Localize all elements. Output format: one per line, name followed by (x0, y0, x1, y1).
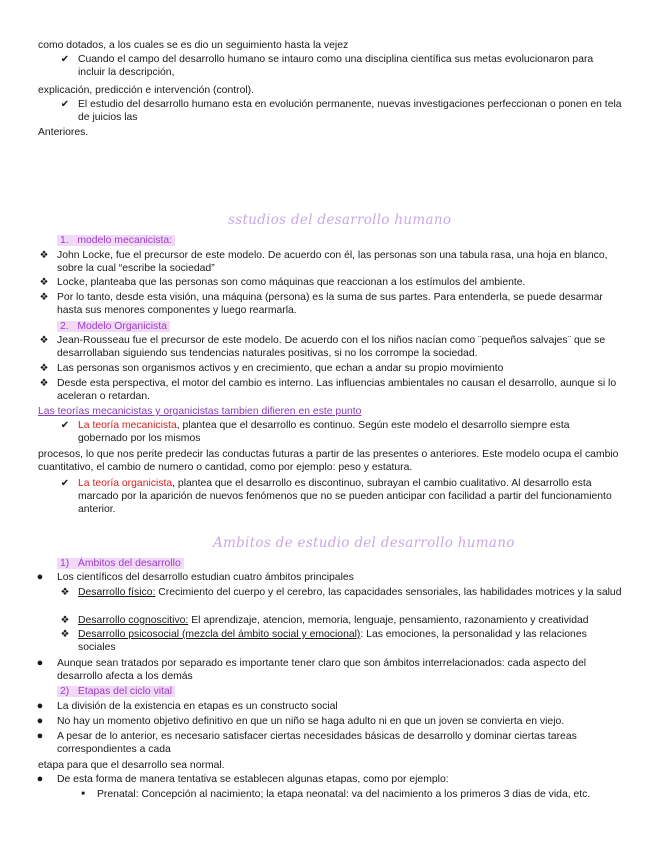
heading-text: studios del desarrollo humano (235, 212, 452, 228)
bullet-icon: ● (36, 773, 44, 785)
list-item: A pesar de lo anterior, es necesario satisfacer ciertas necesidades básicas de desarrollo y dominar ciertas tareas correspondientes a cada (57, 731, 577, 755)
text-line: Anteriores. (38, 127, 89, 138)
bullet-icon: ● (36, 571, 44, 583)
subheading-number: 2. (60, 321, 69, 332)
list-item: Los científicos del desarrollo estudian cuatro ámbitos principales (57, 572, 354, 583)
list-item: Las personas son organismos activos y en crecimiento, que echan a andar su propio movimiento (57, 363, 504, 374)
bullet-icon: ● (36, 715, 44, 727)
check-icon: ✔ (60, 420, 70, 431)
diamond-bullet-icon: ❖ (39, 378, 49, 389)
square-bullet-icon: ■ (81, 791, 85, 797)
differ-line: Las teorías mecanicistas y organicistas tambien difieren en este punto (38, 406, 362, 417)
diamond-bullet-icon: ❖ (39, 363, 49, 374)
organicist-text: , plantea que el desarrollo es discontinuo, subrayan el cambio cualitativo. Al desarrollo esta marcado por la aparición de nuevos fenómenos que no se pueden anticipar con facilidad a partir del funcionamiento anterior. (78, 478, 612, 515)
text-line: etapa para que el desarrollo sea normal. (38, 760, 225, 771)
diamond-bullet-icon: ❖ (39, 277, 49, 288)
bullet-icon: ● (36, 730, 44, 742)
subheading-number: 1) (60, 558, 70, 569)
subheading (57, 234, 175, 247)
mechanist-label: La teoría mecanicista (78, 420, 177, 431)
domain-text: : Las emociones, la personalidad y las relaciones sociales (78, 629, 587, 653)
check-icon: ✔ (60, 99, 70, 110)
subheading-number: 2) (60, 686, 70, 697)
list-item: Prenatal: Concepción al nacimiento; la etapa neonatal: va del nacimiento a los primeros 3 dias de vida, etc. (97, 789, 591, 800)
heading-prefix: s (228, 212, 236, 228)
text-line: procesos, lo que nos perite predecir las conductas futuras a partir de las presentes o anteriores. Este modelo ocupa el cambio cuantitativo, el cambio de numero o cantidad, como por ejemplo: peso y estatura. (38, 449, 619, 473)
bullet-icon: ● (36, 657, 44, 669)
list-item: Desde esta perspectiva, el motor del cambio es interno. Las influencias ambientales no causan el desarrollo, aunque si lo aceleran o retardan. (57, 378, 617, 402)
diamond-bullet-icon: ❖ (60, 629, 70, 640)
subheading-title: Modelo Organicista (77, 321, 167, 332)
list-item: Aunque sean tratados por separado es importante tener claro que son ámbitos interrelacionados: cada aspecto del desarrollo afecta a los demás (57, 658, 587, 682)
list-item: Jean-Rousseau fue el precursor de este modelo. De acuerdo con el los niños nacían como ¨pequeños salvajes¨ que se desarrollaban siguiendo sus tendencias naturales positivas, si no los corrompe la sociedad. (57, 335, 606, 359)
subheading-number: 1. (60, 235, 69, 246)
list-item (78, 586, 623, 599)
check-icon: ✔ (60, 478, 70, 489)
subheading (57, 685, 175, 698)
list-item: De esta forma de manera tentativa se establecen algunas etapas, como por ejemplo: (57, 774, 449, 785)
section-heading (228, 212, 451, 228)
domain-label: Desarrollo psicosocial (mezcla del ámbito social y emocional) (78, 629, 361, 640)
text-line: Cuando el campo del desarrollo humano se intauro como una disciplina científica sus metas evolucionaron para incluir la descripción, (78, 54, 594, 78)
domain-text: Crecimiento del cuerpo y el cerebro, las capacidades sensoriales, las habilidades motrices y la salud (155, 587, 622, 598)
list-item (78, 614, 589, 627)
bullet-icon: ● (36, 700, 44, 712)
list-item: Por lo tanto, desde esta visión, una máquina (persona) es la suma de sus partes. Para entenderla, se puede desarmar hasta sus menores componentes y luego rearmarla. (57, 292, 603, 316)
list-item: John Locke, fue el precursor de este modelo. De acuerdo con él, las personas son una tabula rasa, una hoja en blanco, sobre la cual “escribe la sociedad” (57, 250, 608, 274)
list-item: La división de la existencia en etapas es un constructo social (57, 701, 338, 712)
organicist-label: La teoría organicista (78, 478, 173, 489)
diamond-bullet-icon: ❖ (60, 615, 70, 626)
diamond-bullet-icon: ❖ (39, 335, 49, 346)
subheading (57, 557, 184, 570)
mechanist-theory (78, 419, 618, 445)
subheading (57, 320, 170, 333)
check-icon: ✔ (60, 54, 70, 65)
diamond-bullet-icon: ❖ (39, 250, 49, 261)
text-line: explicación, predicción e intervención (control). (38, 85, 255, 96)
diamond-bullet-icon: ❖ (39, 292, 49, 303)
domain-label: Desarrollo cognoscitivo: (78, 615, 189, 626)
text-line: El estudio del desarrollo humano esta en evolución permanente, nuevas investigaciones perfeccionan o ponen en tela de juicios las (78, 99, 622, 123)
section-heading: Ambitos de estudio del desarrollo humano (213, 535, 515, 551)
subheading-title: Etapas del ciclo vital (77, 686, 173, 697)
subheading-title: modelo mecanicista: (77, 235, 173, 246)
subheading-title: Ámbitos del desarrollo (77, 558, 181, 569)
domain-label: Desarrollo físico: (78, 587, 156, 598)
list-item: No hay un momento objetivo definitivo en que un niño se haga adulto ni en que un joven se convierta en viejo. (57, 716, 565, 727)
list-item (78, 628, 623, 654)
organicist-theory (78, 477, 618, 516)
mechanist-text: , plantea que el desarrollo es continuo. Según este modelo el desarrollo siempre esta gobernado por los mismos (78, 420, 570, 444)
text-line: como dotados, a los cuales se es dio un seguimiento hasta la vejez (38, 40, 349, 51)
domain-text: El aprendizaje, atencion, memoria, lenguaje, pensamiento, razonamiento y creatividad (188, 615, 589, 626)
diamond-bullet-icon: ❖ (60, 587, 70, 598)
list-item: Locke, planteaba que las personas son como máquinas que reaccionan a los estímulos del ambiente. (57, 277, 526, 288)
